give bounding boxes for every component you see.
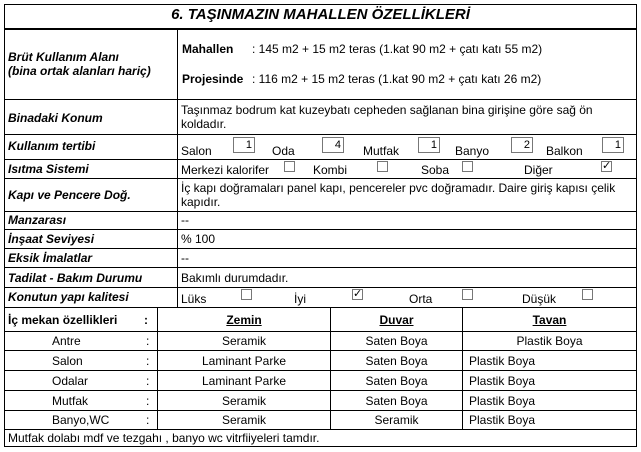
row-name: Antre: [52, 334, 81, 348]
row-zemin: Seramik: [221, 394, 266, 408]
row-tavan: Plastik Boya: [469, 374, 536, 388]
border-bottom: [4, 446, 636, 447]
row-duvar: Saten Boya: [365, 394, 428, 408]
brut-label-line2: (bina ortak alanları hariç): [8, 64, 151, 78]
row-name: Odalar: [52, 374, 89, 388]
line-brut: [4, 99, 636, 100]
row-tavan: Plastik Boya: [516, 334, 583, 348]
tertip-label: Kullanım tertibi: [8, 139, 96, 153]
row-tavan: Plastik Boya: [469, 394, 536, 408]
eksik-label: Eksik İmalatlar: [8, 251, 93, 265]
footer-note: Mutfak dolabı mdf ve tezgahı , banyo wc vitrfiiyeleri tamdır.: [8, 431, 320, 445]
row-colon: :: [146, 334, 150, 348]
tertip-balkon-count: 1: [602, 137, 624, 153]
line-row-mutfak: [4, 410, 636, 411]
line-row-banyo: [4, 429, 636, 430]
projesinde-value: : 116 m2 + 15 m2 teras (1.kat 90 m2 + çatı katı 26 m2): [252, 72, 542, 86]
kapi-label: Kapı ve Pencere Doğ.: [8, 188, 131, 202]
tertip-mutfak-count: 1: [418, 137, 440, 153]
line-insaat: [4, 248, 636, 249]
isitma-kombi-label: Kombi: [313, 163, 348, 177]
kalite-luks-checkbox[interactable]: [241, 289, 252, 300]
row-duvar: Seramik: [374, 413, 419, 427]
kalite-dusuk-label: Düşük: [522, 292, 557, 306]
line-kapi: [4, 211, 636, 212]
line-tertip: [4, 159, 636, 160]
header-tavan: Tavan: [532, 313, 567, 327]
tertip-banyo-label: Banyo: [455, 144, 490, 158]
line-eksik: [4, 267, 636, 268]
line-tadilat: [4, 287, 636, 288]
row-duvar: Saten Boya: [365, 334, 428, 348]
projesinde-key: Projesinde: [182, 72, 244, 86]
label-column-divider: [177, 30, 178, 307]
line-konum: [4, 134, 636, 135]
tertip-salon-label: Salon: [181, 144, 212, 158]
icmekan-label: İç mekan özellikleri: [8, 313, 118, 327]
border-title-bottom: [4, 28, 636, 30]
mahallen-value: : 145 m2 + 15 m2 teras (1.kat 90 m2 + çatı katı 55 m2): [252, 42, 543, 56]
section-title: 6. TAŞINMAZIN MAHALLEN ÖZELLİKLERİ: [171, 6, 470, 23]
kalite-label: Konutun yapı kalitesi: [8, 290, 129, 304]
kalite-iyi-label: İyi: [294, 292, 306, 306]
row-name: Salon: [52, 354, 83, 368]
border-top: [4, 4, 636, 5]
row-zemin: Seramik: [221, 334, 266, 348]
header-duvar: Duvar: [379, 313, 414, 327]
kapi-value: İç kapı doğramaları panel kapı, pencereler pvc doğramadır. Daire giriş kapısı çelik kapıdır.: [181, 181, 616, 209]
tadilat-value: Bakımlı durumdadır.: [181, 271, 289, 285]
header-zemin: Zemin: [226, 313, 262, 327]
konum-value: Taşınmaz bodrum kat kuzeybatı cepheden sağlanan bina girişine göre sağ ön koldadır.: [181, 103, 593, 131]
row-colon: :: [146, 413, 150, 427]
line-row-salon: [4, 370, 636, 371]
eksik-value: --: [181, 251, 189, 265]
row-zemin: Laminant Parke: [201, 354, 287, 368]
tertip-oda-label: Oda: [272, 144, 295, 158]
insaat-label: İnşaat Seviyesi: [8, 232, 95, 246]
line-row-antre: [4, 350, 636, 351]
row-zemin: Seramik: [221, 413, 266, 427]
kalite-orta-label: Orta: [409, 292, 433, 306]
isitma-diger-checkbox[interactable]: ✓: [602, 160, 612, 172]
tertip-banyo-count: 2: [511, 137, 533, 153]
line-kalite: [4, 307, 636, 308]
isitma-soba-checkbox[interactable]: [462, 161, 473, 172]
line-row-odalar: [4, 390, 636, 391]
isitma-diger-label: Diğer: [524, 163, 553, 177]
brut-label-line1: Brüt Kullanım Alanı: [8, 50, 119, 64]
konum-label: Binadaki Konum: [8, 111, 103, 125]
row-tavan: Plastik Boya: [469, 413, 536, 427]
manzara-label: Manzarası: [8, 213, 67, 227]
line-icmekan-header: [4, 331, 636, 332]
line-manzara: [4, 229, 636, 230]
row-colon: :: [146, 354, 150, 368]
tadilat-label: Tadilat - Bakım Durumu: [8, 271, 143, 285]
row-zemin: Laminant Parke: [201, 374, 287, 388]
row-tavan: Plastik Boya: [469, 354, 536, 368]
tertip-oda-count: 4: [322, 137, 344, 153]
row-name: Mutfak: [52, 394, 89, 408]
kalite-dusuk-checkbox[interactable]: [582, 289, 593, 300]
row-duvar: Saten Boya: [365, 374, 428, 388]
isitma-label: Isıtma Sistemi: [8, 162, 89, 176]
row-colon: :: [146, 394, 150, 408]
manzara-value: --: [181, 213, 189, 227]
mahallen-key: Mahallen: [182, 42, 234, 56]
row-colon: :: [146, 374, 150, 388]
border-right: [636, 4, 637, 447]
kalite-iyi-checkbox[interactable]: ✓: [353, 288, 363, 300]
isitma-soba-label: Soba: [421, 163, 450, 177]
kalite-luks-label: Lüks: [181, 292, 207, 306]
border-left: [4, 4, 5, 447]
isitma-merkezi-label: Merkezi kalorifer: [181, 163, 270, 177]
insaat-value: % 100: [181, 232, 216, 246]
kalite-orta-checkbox[interactable]: [462, 289, 473, 300]
tertip-balkon-label: Balkon: [546, 144, 583, 158]
icmekan-colon: :: [144, 313, 148, 327]
row-name: Banyo,WC: [52, 413, 110, 427]
tertip-salon-count: 1: [233, 137, 255, 153]
row-duvar: Saten Boya: [365, 354, 428, 368]
line-isitma: [4, 178, 636, 179]
isitma-kombi-checkbox[interactable]: [377, 161, 388, 172]
tertip-mutfak-label: Mutfak: [363, 144, 400, 158]
isitma-merkezi-checkbox[interactable]: [284, 161, 295, 172]
